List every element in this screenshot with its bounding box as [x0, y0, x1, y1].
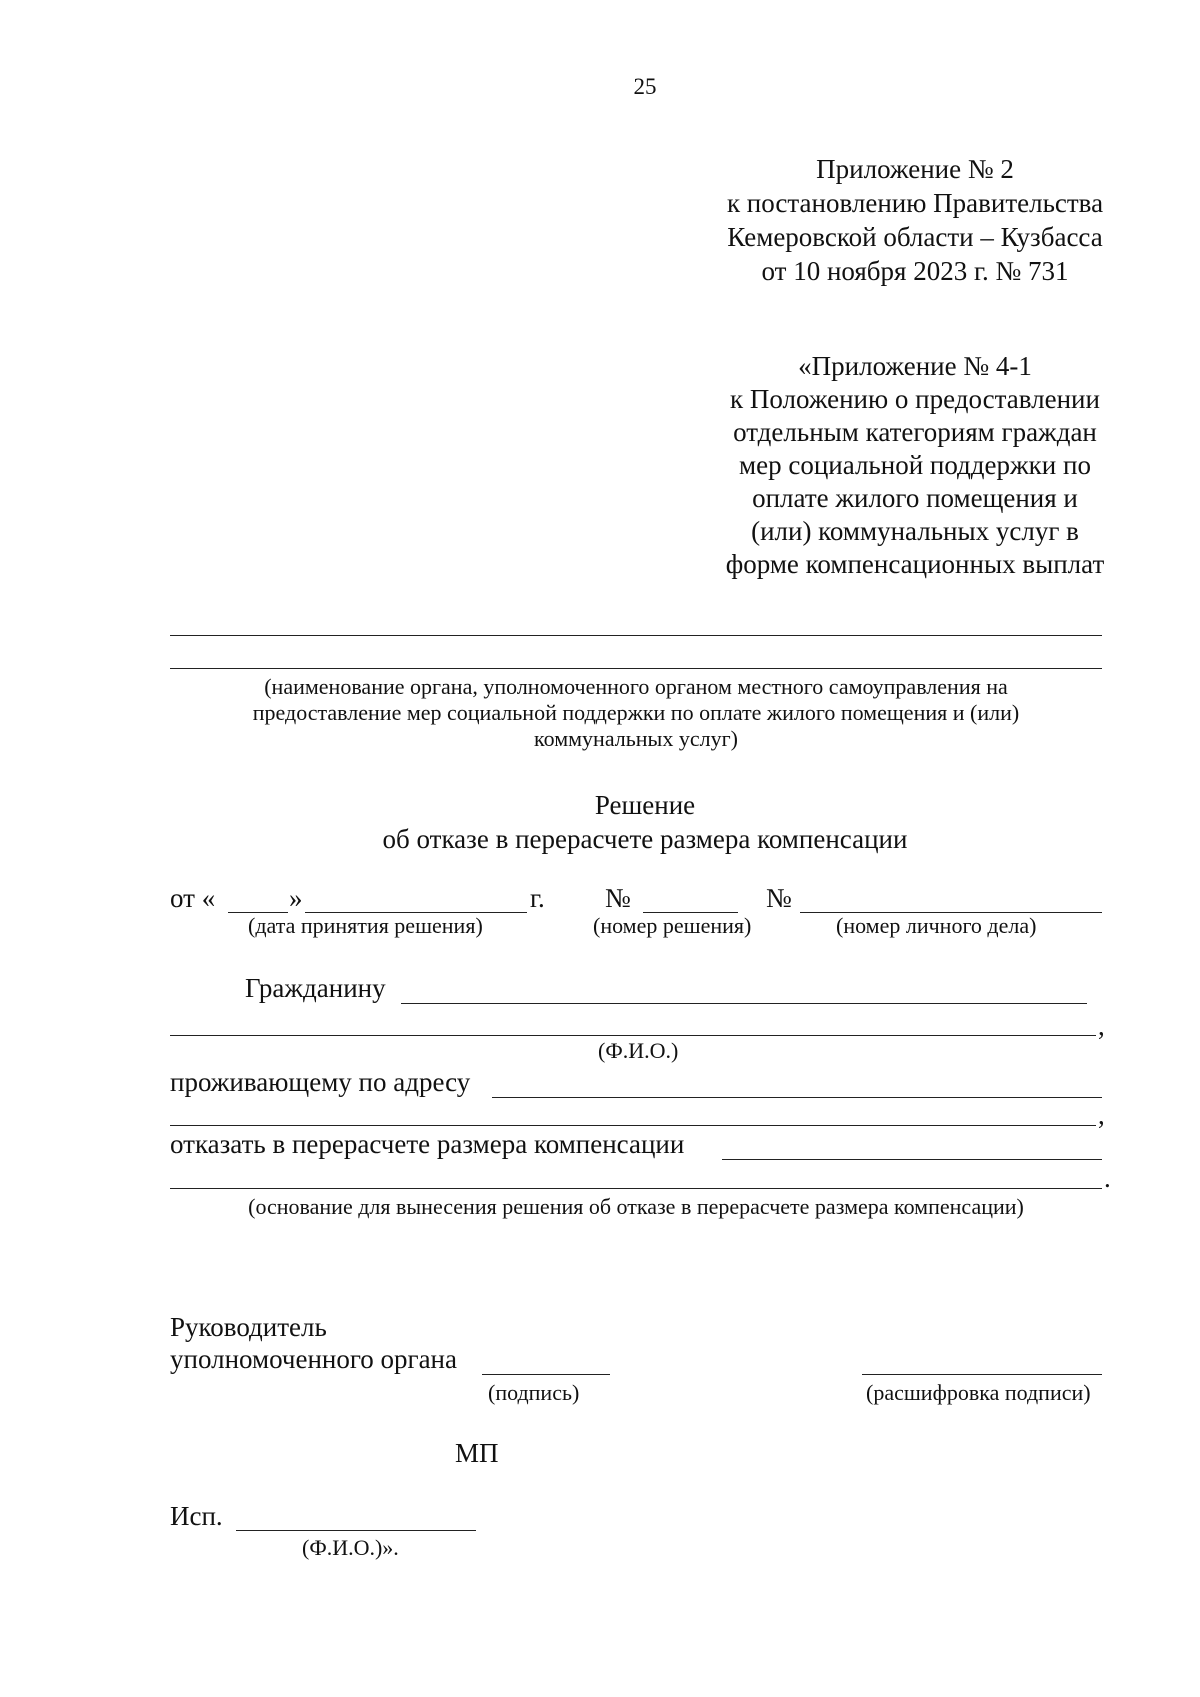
appendix-4-1-line: мер социальной поддержки по	[739, 450, 1091, 480]
executor-name-field[interactable]	[236, 1530, 476, 1531]
citizen-name-field-continued[interactable]	[170, 1035, 1096, 1036]
case-number-sign: №	[766, 883, 792, 913]
title-line: Решение	[594, 790, 696, 820]
title-subline: об отказе в перерасчете размера компенсации	[382, 824, 908, 854]
citizen-comma: ,	[1098, 1011, 1105, 1041]
citizen-fio-caption: (Ф.И.О.)	[598, 1038, 679, 1063]
case-number-caption: (номер личного дела)	[836, 913, 1037, 938]
address-field[interactable]	[492, 1097, 1102, 1098]
appendix-4-1-line: оплате жилого помещения и	[752, 483, 1078, 513]
organ-name-line[interactable]	[170, 635, 1102, 636]
stamp-place: МП	[455, 1438, 499, 1468]
organ-name-line[interactable]	[170, 668, 1102, 669]
address-field-continued[interactable]	[170, 1125, 1096, 1126]
signature-caption: (подпись)	[488, 1380, 580, 1405]
appendix-2-line: Кемеровской области – Кузбасса	[727, 222, 1103, 252]
signature-decode-field[interactable]	[862, 1374, 1102, 1375]
refuse-reason-field[interactable]	[722, 1159, 1102, 1160]
citizen-label: Гражданину	[245, 973, 386, 1003]
organ-caption-line: предоставление мер социальной поддержки по оплате жилого помещения и (или)	[252, 700, 1020, 725]
signature-field[interactable]	[482, 1374, 610, 1375]
head-organ: уполномоченного органа	[170, 1344, 457, 1374]
appendix-4-1-line: «Приложение № 4-1	[798, 351, 1032, 381]
date-caption: (дата принятия решения)	[248, 913, 483, 938]
organ-caption	[170, 674, 1102, 752]
organ-caption-line: (наименование органа, уполномоченного органом местного самоуправления на	[264, 674, 1008, 699]
address-comma: ,	[1098, 1100, 1105, 1130]
appendix-4-1-header	[700, 350, 1130, 581]
decision-number-sign: №	[605, 883, 631, 913]
refuse-caption: (основание для вынесения решения об отказе в перерасчете размера компенсации)	[248, 1194, 1024, 1219]
citizen-name-field[interactable]	[401, 1003, 1087, 1004]
page-number: 25	[633, 74, 657, 99]
head-title: Руководитель	[170, 1312, 327, 1342]
date-from-label: от «	[170, 883, 216, 913]
signature-decode-caption: (расшифровка подписи)	[866, 1380, 1091, 1405]
address-label: проживающему по адресу	[170, 1067, 471, 1097]
appendix-2-line: от 10 ноября 2023 г. № 731	[761, 256, 1069, 286]
refuse-period: .	[1104, 1163, 1111, 1193]
appendix-4-1-line: (или) коммунальных услуг в	[751, 516, 1079, 546]
appendix-2-line: к постановлению Правительства	[726, 188, 1104, 218]
appendix-4-1-line: отдельным категориям граждан	[733, 417, 1097, 447]
executor-fio-caption: (Ф.И.О.)».	[302, 1535, 399, 1560]
refuse-label: отказать в перерасчете размера компенсации	[170, 1129, 685, 1159]
appendix-4-1-line: к Положению о предоставлении	[730, 384, 1100, 414]
year-suffix: г.	[530, 883, 545, 913]
organ-caption-line: коммунальных услуг)	[534, 726, 738, 751]
close-quote: »	[289, 883, 303, 913]
executor-label: Исп.	[170, 1501, 223, 1531]
appendix-4-1-line: форме компенсационных выплат	[725, 549, 1105, 579]
appendix-2-line: Приложение № 2	[816, 154, 1014, 184]
decision-number-caption: (номер решения)	[593, 913, 752, 938]
refuse-reason-field-continued[interactable]	[170, 1188, 1102, 1189]
document-title	[170, 788, 1120, 856]
appendix-2-header	[700, 152, 1130, 288]
